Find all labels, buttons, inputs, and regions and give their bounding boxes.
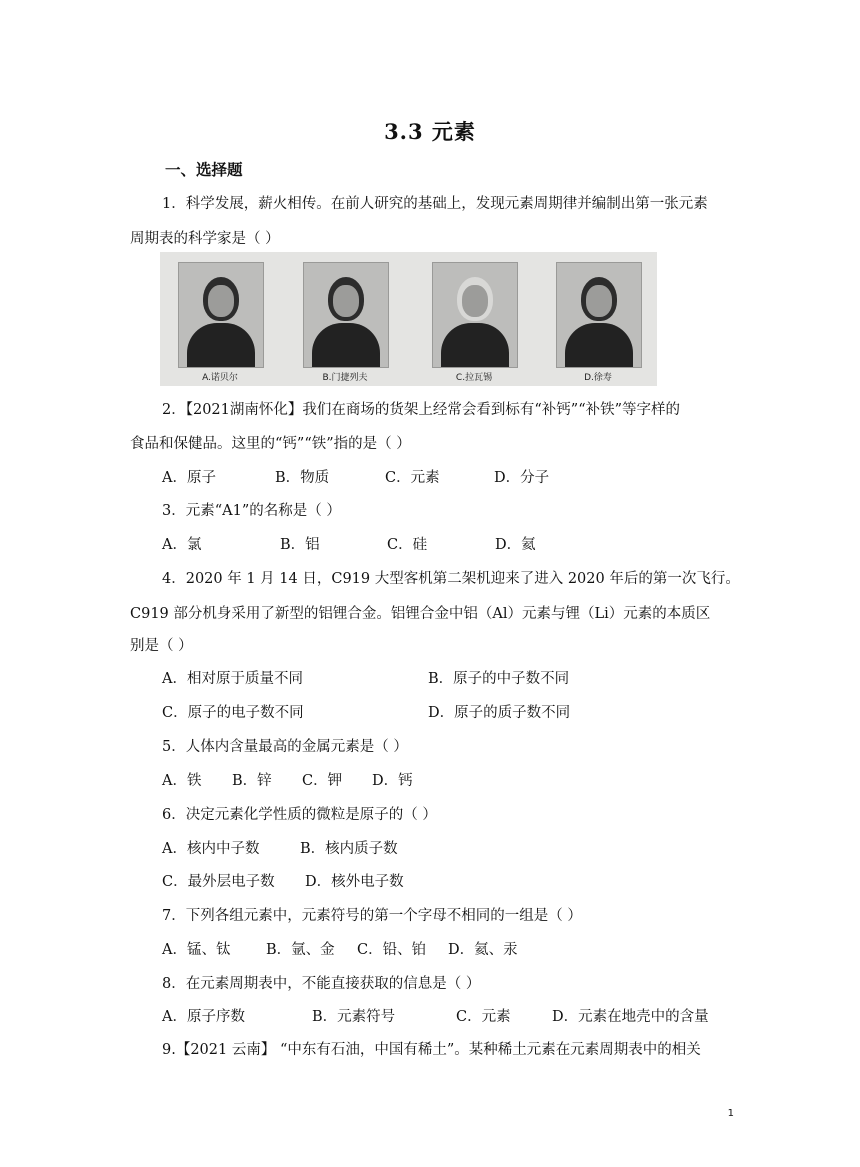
q5-option-a: A．铁	[162, 773, 202, 789]
q2-line1: 2．【2021湖南怀化】我们在商场的货架上经常会看到标有“补钙”“补铁”等字样的	[162, 402, 681, 418]
q2-line2: 食品和保健品。这里的“钙”“铁”指的是（ ）	[130, 436, 411, 452]
caption-b: B.门捷列夫	[322, 373, 368, 383]
q4-option-d: D．原子的质子数不同	[428, 705, 571, 721]
q3-option-a: A．氯	[162, 537, 202, 553]
q4-option-a: A．相对原于质量不同	[162, 671, 303, 687]
q3-option-b: B．铝	[280, 537, 320, 553]
q5-option-b: B．锌	[232, 773, 272, 789]
q3-line1: 3．元素“A1”的名称是（ ）	[162, 503, 341, 519]
q2-option-b: B．物质	[275, 470, 330, 486]
caption-d: D.徐寿	[584, 373, 612, 383]
portrait-lavoisier	[432, 262, 518, 368]
q3-option-c: C．硅	[387, 537, 428, 553]
q6-option-d: D．核外电子数	[305, 874, 404, 890]
q7-line1: 7．下列各组元素中，元素符号的第一个字母不相同的一组是（ ）	[162, 908, 582, 924]
q5-option-c: C．钾	[302, 773, 343, 789]
q2-option-c: C．元素	[385, 470, 440, 486]
q2-option-a: A．原子	[162, 470, 216, 486]
q4-line1: 4．2020 年 1 月 14 日，C919 大型客机第二架机迎来了进入 2020 年后的第一次飞行。	[162, 571, 740, 587]
q8-option-c: C．元素	[456, 1009, 511, 1025]
page-title: 3.3 元素	[384, 119, 476, 144]
portrait-nobel	[178, 262, 264, 368]
portrait-xushou	[556, 262, 642, 368]
caption-c: C.拉瓦锡	[455, 373, 493, 383]
q8-line1: 8．在元素周期表中，不能直接获取的信息是（ ）	[162, 976, 481, 992]
q3-option-d: D．氦	[495, 537, 536, 553]
section-heading: 一、选择题	[165, 160, 243, 179]
q9-line1: 9.【2021 云南】 “中东有石油，中国有稀土”。某种稀土元素在元素周期表中的相关	[162, 1042, 701, 1058]
scientists-photo-strip	[160, 252, 657, 386]
q4-option-b: B．原子的中子数不同	[428, 671, 570, 687]
q6-line1: 6．决定元素化学性质的微粒是原子的（ ）	[162, 807, 437, 823]
q8-option-d: D．元素在地壳中的含量	[552, 1009, 709, 1025]
q7-option-d: D．氦、汞	[448, 942, 518, 958]
q8-option-a: A．原子序数	[162, 1009, 245, 1025]
q6-option-a: A．核内中子数	[162, 841, 260, 857]
q5-option-d: D．钙	[372, 773, 413, 789]
q7-option-b: B．氩、金	[266, 942, 335, 958]
portrait-mendeleev	[303, 262, 389, 368]
page-number: 1	[727, 1108, 734, 1119]
q8-option-b: B．元素符号	[312, 1009, 396, 1025]
q7-option-c: C．铅、铂	[357, 942, 427, 958]
q4-option-c: C．原子的电子数不同	[162, 705, 304, 721]
q6-option-b: B．核内质子数	[300, 841, 398, 857]
q5-line1: 5．人体内含量最高的金属元素是（ ）	[162, 739, 408, 755]
q4-line2: C919 部分机身采用了新型的铝锂合金。铝锂合金中铝（Al）元素与锂（Li）元素的本质区	[130, 606, 711, 622]
q6-option-c: C．最外层电子数	[162, 874, 275, 890]
q1-line2: 周期表的科学家是（ ）	[130, 231, 280, 247]
q4-line3: 别是（ ）	[130, 638, 193, 654]
caption-a: A.诺贝尔	[202, 373, 238, 383]
q2-option-d: D．分子	[494, 470, 550, 486]
q1-line1: 1．科学发展，薪火相传。在前人研究的基础上，发现元素周期律并编制出第一张元素	[162, 196, 708, 212]
q7-option-a: A．锰、钛	[162, 942, 231, 958]
